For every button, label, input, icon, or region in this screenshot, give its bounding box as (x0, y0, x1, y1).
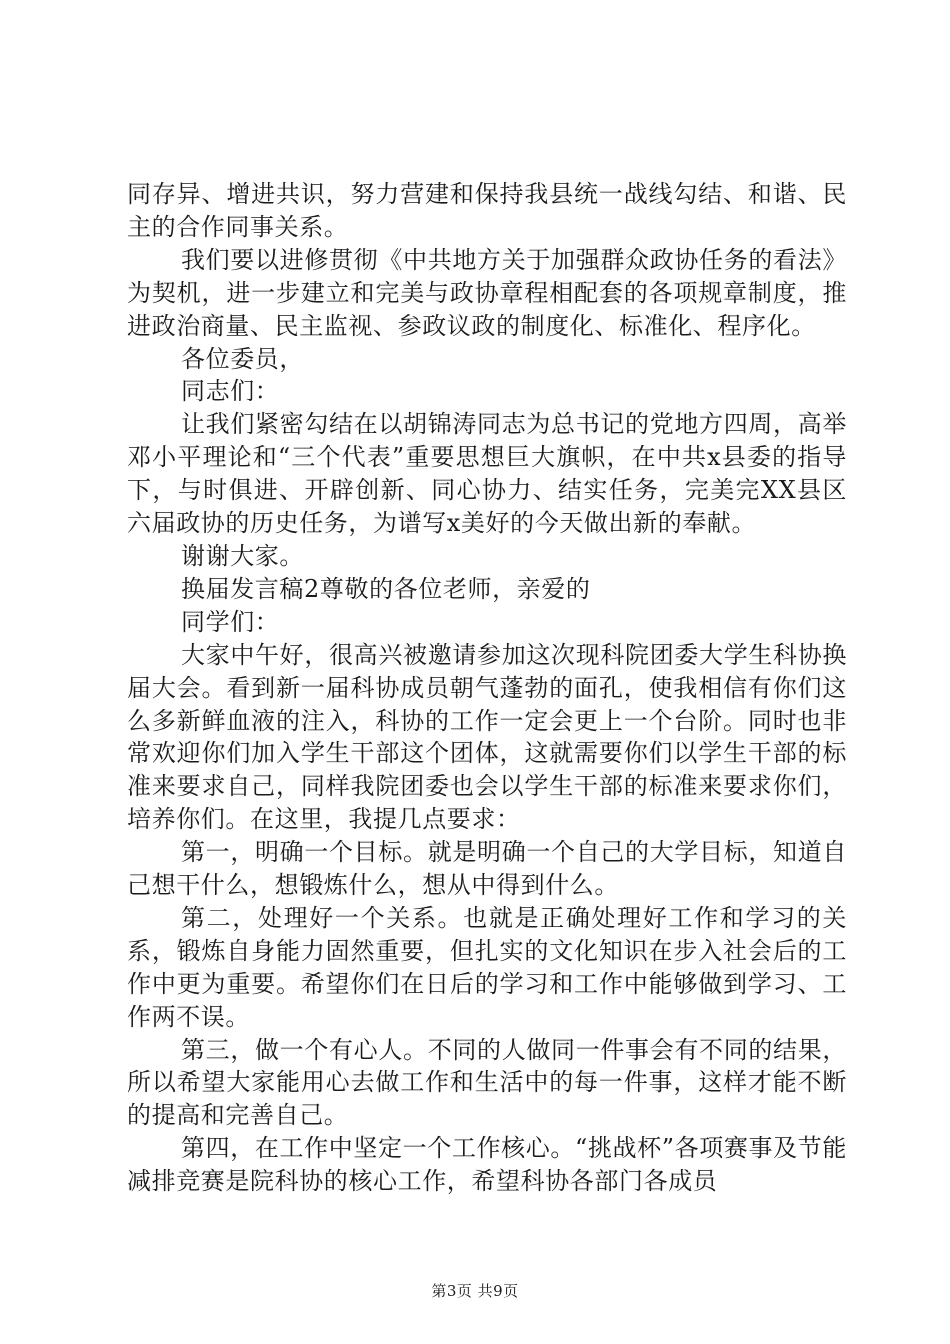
paragraph: 我们要以进修贯彻《中共地方关于加强群众政协任务的看法》为契机，进一步建立和完美与政协章程相配套的各项规章制度，推进政治商量、民主监视、参政议政的制度化、标准化、程序化。 (127, 245, 847, 340)
document-body (127, 178, 847, 1198)
paragraph: 谢谢大家。 (181, 541, 304, 570)
paragraph: 第四，在工作中坚定一个工作核心。“挑战杯”各项赛事及节能减排竞赛是院科协的核心工作，希望科协各部门各成员 (127, 1134, 847, 1196)
paragraph: 换届发言稿2尊敬的各位老师，亲爱的 (181, 574, 591, 603)
paragraph: 第一，明确一个目标。就是明确一个自己的大学目标，知道自己想干什么，想锻炼什么，想从中得到什么。 (127, 838, 847, 900)
paragraph: 让我们紧密勾结在以胡锦涛同志为总书记的党地方四周，高举邓小平理论和“三个代表”重要思想巨大旗帜，在中共x县委的指导下，与时俱进、开辟创新、同心协力、结实任务，完美完XX县区六届政协的历史任务，为谱写x美好的今天做出新的奉献。 (127, 410, 847, 538)
paragraph: 大家中午好，很高兴被邀请参加这次现科院团委大学生科协换届大会。看到新一届科协成员朝气蓬勃的面孔，使我相信有你们这么多新鲜血液的注入，科协的工作一定会更上一个台阶。同时也非常欢迎你们加入学生干部这个团体，这就需要你们以学生干部的标准来要求自己，同样我院团委也会以学生干部的标准来要求你们，培养你们。在这里，我提几点要求： (127, 640, 847, 834)
page-number-footer: 第3页 共9页 (431, 1282, 519, 1300)
paragraph: 第二，处理好一个关系。也就是正确处理好工作和学习的关系，锻炼自身能力固然重要，但扎实的文化知识在步入社会后的工作中更为重要。希望你们在日后的学习和工作中能够做到学习、工作两不误。 (127, 903, 847, 1031)
paragraph: 第三，做一个有心人。不同的人做同一件事会有不同的结果，所以希望大家能用心去做工作和生活中的每一件事，这样才能不断的提高和完善自己。 (127, 1035, 847, 1130)
paragraph: 同存异、增进共识，努力营建和保持我县统一战线勾结、和谐、民主的合作同事关系。 (127, 180, 847, 241)
paragraph: 各位委员， (181, 344, 304, 373)
paragraph: 同学们： (181, 607, 280, 636)
paragraph: 同志们： (181, 377, 280, 406)
